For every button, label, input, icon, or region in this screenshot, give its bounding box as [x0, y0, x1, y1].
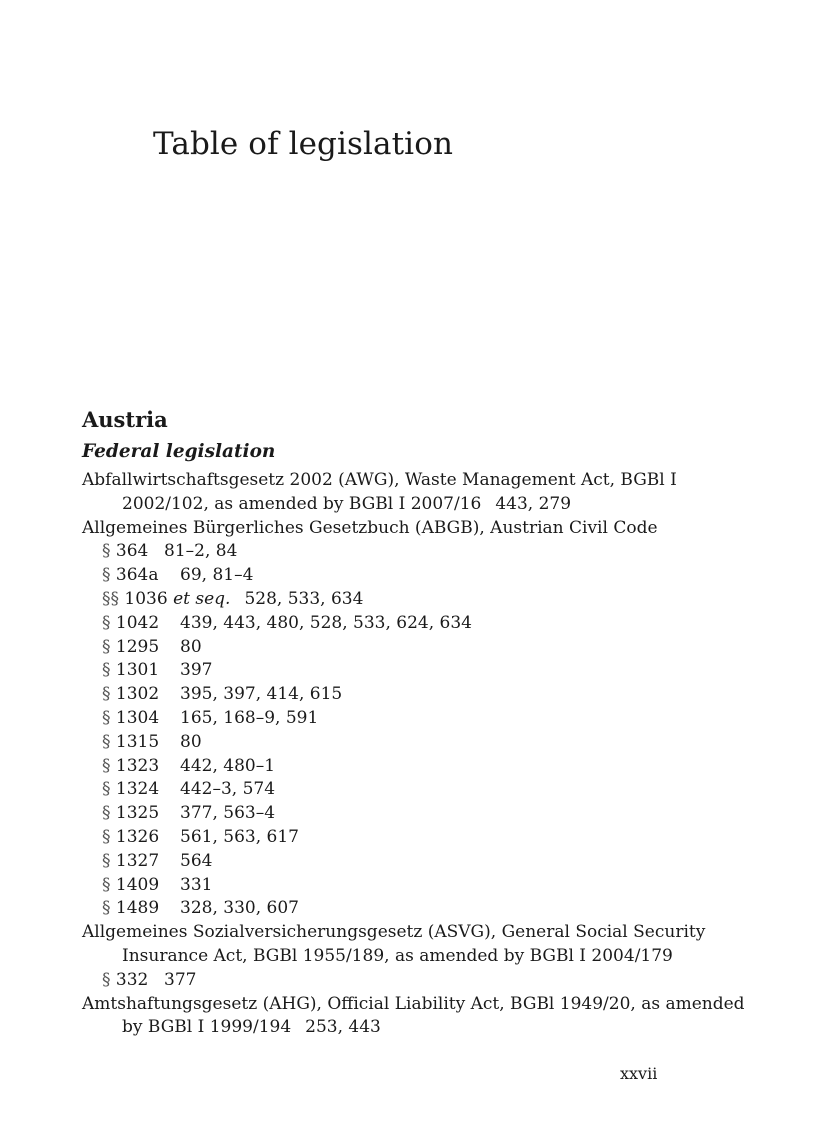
- section-number: 1324: [115, 779, 160, 800]
- legislation-entry: [82, 921, 752, 969]
- section-mark: §: [102, 898, 111, 919]
- section-suffix: et seq.: [173, 588, 231, 609]
- section-number: 364: [115, 541, 149, 562]
- section-reference: [102, 850, 166, 874]
- section-entry: [82, 540, 752, 564]
- section-entry: [82, 826, 752, 850]
- legislation-table: [82, 405, 752, 1040]
- section-number: 1325: [115, 803, 160, 824]
- section-entry: [82, 588, 752, 612]
- section-entry: [82, 897, 752, 921]
- section-number: 1302: [115, 684, 160, 705]
- section-reference: [102, 588, 230, 612]
- section-mark: §: [102, 731, 111, 752]
- section-reference: [102, 874, 166, 898]
- page-number: xxvii: [620, 1064, 658, 1083]
- section-mark: §: [102, 707, 111, 728]
- section-number: 332: [115, 969, 149, 990]
- section-entry: [82, 874, 752, 898]
- section-mark: §: [102, 755, 111, 776]
- page-references: 165, 168–9, 591: [180, 707, 319, 728]
- section-mark: §: [102, 660, 111, 681]
- section-entry: [82, 755, 752, 779]
- page-references: 253, 443: [305, 1017, 381, 1038]
- legislation-title: Abfallwirtschaftsgesetz 2002 (AWG), Waste Management Act, BGBl I 2002/102, as amended by BGBl I 2007/16: [82, 470, 677, 514]
- section-reference: [102, 897, 166, 921]
- section-number: 1295: [115, 636, 160, 657]
- section-entry: [82, 636, 752, 660]
- section-number: 1036: [124, 588, 168, 609]
- page-title: Table of legislation: [153, 126, 454, 162]
- section-entry: [82, 731, 752, 755]
- section-number: 1326: [115, 826, 160, 847]
- legislation-entry: [82, 993, 752, 1041]
- section-mark: §: [102, 874, 111, 895]
- section-mark: §: [102, 636, 111, 657]
- section-number: 1304: [115, 707, 160, 728]
- section-number: 1489: [115, 898, 160, 919]
- section-reference: [102, 969, 150, 993]
- section-mark: §: [102, 565, 111, 586]
- page-references: 561, 563, 617: [180, 826, 299, 847]
- section-number: 1301: [115, 660, 160, 681]
- page-references: 564: [180, 850, 213, 871]
- section-entry: [82, 778, 752, 802]
- page-references: 377, 563–4: [180, 803, 276, 824]
- section-number: 1042: [115, 612, 160, 633]
- legislation-title: Amtshaftungsgesetz (AHG), Official Liability Act, BGBl 1949/20, as amended by BGBl I 1999/194: [82, 993, 745, 1038]
- page-references: 397: [180, 660, 213, 681]
- section-reference: [102, 564, 166, 588]
- page-references: 528, 533, 634: [244, 588, 364, 609]
- section-reference: [102, 778, 166, 802]
- section-mark: §: [102, 850, 111, 871]
- legislation-title: Allgemeines Bürgerliches Gesetzbuch (ABGB), Austrian Civil Code: [82, 517, 658, 538]
- section-number: 364a: [115, 565, 159, 586]
- section-reference: [102, 612, 166, 636]
- section-entry: [82, 969, 752, 993]
- section-entry: [82, 683, 752, 707]
- section-reference: [102, 540, 150, 564]
- section-mark: §: [102, 803, 111, 824]
- section-reference: [102, 707, 166, 731]
- section-mark: §: [102, 779, 111, 800]
- section-number: 1409: [115, 874, 160, 895]
- section-entry: [82, 659, 752, 683]
- page-references: 80: [180, 636, 202, 657]
- section-number: 1327: [115, 850, 160, 871]
- section-mark: §: [102, 612, 111, 633]
- section-entry: [82, 612, 752, 636]
- page-references: 439, 443, 480, 528, 533, 624, 634: [180, 612, 472, 633]
- page-references: 395, 397, 414, 615: [180, 684, 343, 705]
- section-mark: §§: [102, 588, 119, 609]
- section-reference: [102, 755, 166, 779]
- page-references: 377: [164, 969, 197, 990]
- section-reference: [102, 826, 166, 850]
- section-entry: [82, 564, 752, 588]
- section-mark: §: [102, 541, 111, 562]
- section-reference: [102, 636, 166, 660]
- section-reference: [102, 802, 166, 826]
- section-mark: §: [102, 969, 111, 990]
- legislation-title: Allgemeines Sozialversicherungsgesetz (ASVG), General Social Security Insurance Act, BGBl 1955/189, as amended by BGBl I 2004/179: [82, 922, 706, 966]
- page-references: 328, 330, 607: [180, 898, 299, 919]
- subheading: Federal legislation: [82, 441, 276, 462]
- page-references: 331: [180, 874, 213, 895]
- page-references: 69, 81–4: [180, 565, 254, 586]
- section-reference: [102, 683, 166, 707]
- section-entry: [82, 802, 752, 826]
- section-mark: §: [102, 826, 111, 847]
- section-entry: [82, 850, 752, 874]
- entries-list: [82, 469, 752, 1040]
- page-references: 443, 279: [495, 493, 572, 514]
- page-references: 442, 480–1: [180, 755, 276, 776]
- page-references: 442–3, 574: [180, 779, 276, 800]
- legislation-entry: [82, 469, 752, 517]
- section-mark: §: [102, 684, 111, 705]
- country-heading: Austria: [82, 407, 168, 432]
- legislation-entry: [82, 517, 752, 541]
- page-references: 80: [180, 731, 202, 752]
- section-reference: [102, 731, 166, 755]
- section-entry: [82, 707, 752, 731]
- section-reference: [102, 659, 166, 683]
- section-number: 1323: [115, 755, 160, 776]
- section-number: 1315: [115, 731, 160, 752]
- page-references: 81–2, 84: [164, 541, 238, 562]
